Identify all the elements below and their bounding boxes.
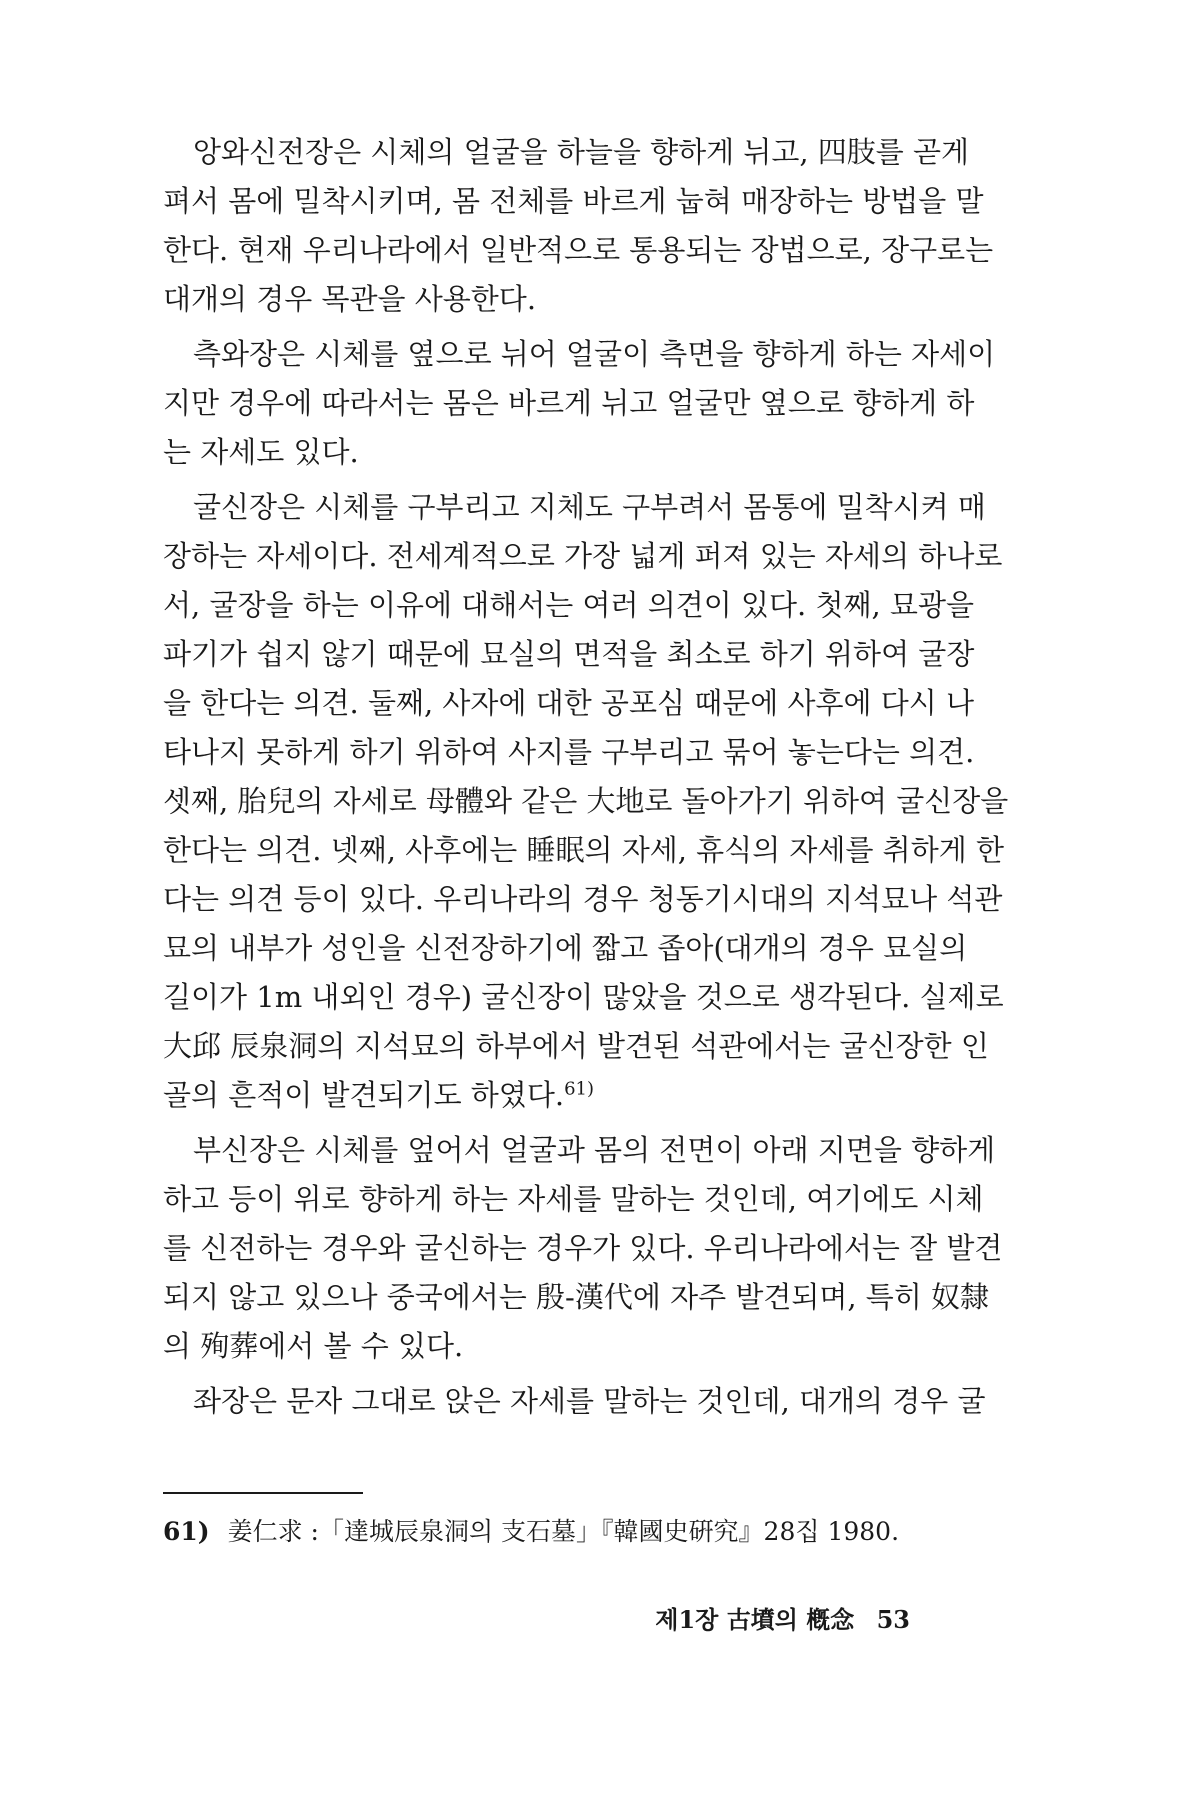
text-line: 좌장은 문자 그대로 앉은 자세를 말하는 것인데, 대개의 경우 굴 bbox=[193, 1384, 986, 1418]
text-line: 골의 흔적이 발견되기도 하였다. bbox=[163, 1078, 565, 1112]
body-text bbox=[163, 128, 1009, 1432]
text-line: 를 신전하는 경우와 굴신하는 경우가 있다. 우리나라에서는 잘 발견 bbox=[163, 1231, 1003, 1265]
text-line: 타나지 못하게 하기 위하여 사지를 구부리고 묶어 놓는다는 의견. bbox=[163, 735, 975, 769]
footnote-divider bbox=[163, 1492, 363, 1494]
text-line: 묘의 내부가 성인을 신전장하기에 짧고 좁아(대개의 경우 묘실의 bbox=[163, 931, 968, 965]
text-line: 지만 경우에 따라서는 몸은 바르게 뉘고 얼굴만 옆으로 향하게 하 bbox=[163, 386, 975, 420]
text-line: 한다. 현재 우리나라에서 일반적으로 통용되는 장법으로, 장구로는 bbox=[163, 233, 994, 267]
text-line-with-footnote-ref bbox=[163, 1071, 913, 1120]
paragraph-flexed-burial bbox=[163, 483, 1009, 1120]
text-line: 大邱 辰泉洞의 지석묘의 하부에서 발견된 석관에서는 굴신장한 인 bbox=[163, 1029, 989, 1063]
text-line: 파기가 쉽지 않기 때문에 묘실의 면적을 최소로 하기 위하여 굴장 bbox=[163, 637, 975, 671]
text-line: 길이가 1m 내외인 경우) 굴신장이 많았을 것으로 생각된다. 실제로 bbox=[163, 980, 1004, 1014]
text-line: 대개의 경우 목관을 사용한다. bbox=[163, 282, 537, 316]
text-line: 서, 굴장을 하는 이유에 대해서는 여러 의견이 있다. 첫째, 묘광을 bbox=[163, 588, 974, 622]
text-line: 는 자세도 있다. bbox=[163, 435, 359, 469]
text-line: 셋째, 胎兒의 자세로 母體와 같은 大地로 돌아가기 위하여 굴신장을 bbox=[163, 784, 1009, 818]
text-line: 굴신장은 시체를 구부리고 지체도 구부려서 몸통에 밀착시켜 매 bbox=[193, 490, 986, 524]
text-line: 다는 의견 등이 있다. 우리나라의 경우 청동기시대의 지석묘나 석관 bbox=[163, 882, 1003, 916]
text-line: 측와장은 시체를 옆으로 뉘어 얼굴이 측면을 향하게 하는 자세이 bbox=[193, 337, 996, 371]
text-line: 되지 않고 있으나 중국에서는 殷-漢代에 자주 발견되며, 특히 奴隸 bbox=[163, 1280, 990, 1314]
text-line: 앙와신전장은 시체의 얼굴을 하늘을 향하게 뉘고, 四肢를 곧게 bbox=[193, 135, 970, 169]
footnote bbox=[163, 1512, 913, 1552]
page-number: 53 bbox=[876, 1605, 910, 1634]
text-line: 을 한다는 의견. 둘째, 사자에 대한 공포심 때문에 사후에 다시 나 bbox=[163, 686, 974, 720]
text-line: 한다는 의견. 넷째, 사후에는 睡眠의 자세, 휴식의 자세를 취하게 한 bbox=[163, 833, 1004, 867]
paragraph-seated-burial bbox=[163, 1377, 986, 1426]
footnote-number: 61) bbox=[163, 1517, 210, 1546]
text-line: 펴서 몸에 밀착시키며, 몸 전체를 바르게 눕혀 매장하는 방법을 말 bbox=[163, 184, 984, 218]
footnote-text: 姜仁求 :「達城辰泉洞의 支石墓」『韓國史硏究』28집 1980. bbox=[227, 1517, 900, 1546]
chapter-title: 제1장 古墳의 槪念 bbox=[655, 1605, 855, 1634]
text-line: 장하는 자세이다. 전세계적으로 가장 넓게 퍼져 있는 자세의 하나로 bbox=[163, 539, 1003, 573]
footnote-reference[interactable]: 61) bbox=[564, 1078, 594, 1100]
paragraph-lateral-burial bbox=[163, 330, 996, 477]
text-line: 부신장은 시체를 엎어서 얼굴과 몸의 전면이 아래 지면을 향하게 bbox=[193, 1133, 996, 1167]
text-line: 의 殉葬에서 볼 수 있다. bbox=[163, 1329, 464, 1363]
running-footer bbox=[655, 1600, 910, 1640]
paragraph-supine-burial bbox=[163, 128, 994, 324]
paragraph-prone-burial bbox=[163, 1126, 1003, 1371]
text-line: 하고 등이 위로 향하게 하는 자세를 말하는 것인데, 여기에도 시체 bbox=[163, 1182, 984, 1216]
